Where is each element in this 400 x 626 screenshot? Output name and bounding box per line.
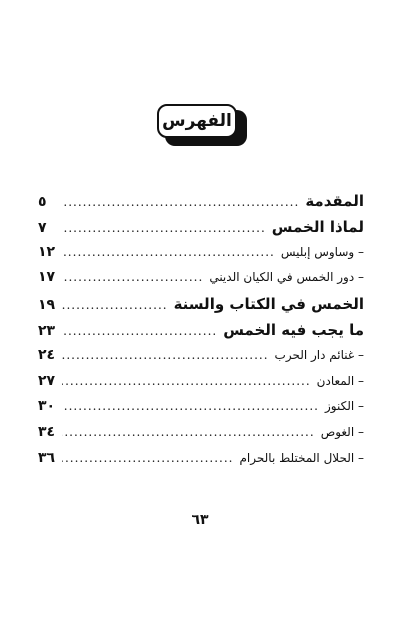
table-of-contents: [38, 192, 364, 476]
toc-entry-page: ٥: [38, 194, 47, 210]
toc-dot-leader: [62, 349, 269, 361]
toc-dot-leader: [62, 299, 168, 311]
toc-dot-leader: [62, 375, 311, 387]
toc-entry-page: ٣٠: [38, 398, 56, 415]
toc-subentry: [38, 269, 364, 295]
toc-entry-title: – المعادن: [316, 373, 364, 388]
toc-subentry: [38, 424, 364, 450]
toc-entry-title: – الكنوز: [324, 399, 364, 414]
toc-entry-title: – الحلال المختلط بالحرام: [239, 450, 364, 465]
toc-subentry: [38, 373, 364, 399]
toc-entry-page: ١٧: [38, 269, 56, 286]
toc-dot-leader: [62, 400, 319, 412]
toc-entry: [38, 192, 364, 218]
toc-entry: [38, 295, 364, 321]
toc-dot-leader: [62, 196, 299, 208]
toc-entry-title: الخمس في الكتاب والسنة: [173, 295, 364, 314]
toc-entry-title: – دور الخمس في الكيان الديني: [209, 270, 364, 285]
toc-subentry: [38, 347, 364, 373]
toc-entry-page: ٢٣: [38, 322, 56, 339]
toc-entry-page: ١٢: [38, 243, 56, 260]
toc-dot-leader: [62, 325, 217, 337]
toc-entry-page: ٣٦: [38, 449, 56, 466]
toc-entry-title: المقدمة: [305, 192, 364, 210]
toc-entry-page: ٢٤: [38, 346, 56, 363]
toc-heading: الفهرس: [157, 104, 237, 138]
toc-heading-frame: [157, 104, 247, 146]
toc-entry-title: – غنائم دار الحرب: [274, 347, 364, 362]
toc-entry-page: ١٩: [38, 297, 56, 314]
toc-dot-leader: [62, 246, 275, 258]
toc-subentry: [38, 244, 364, 270]
toc-dot-leader: [62, 222, 266, 234]
toc-entry-page: ٣٤: [38, 424, 56, 441]
toc-dot-leader: [62, 271, 203, 283]
toc-entry: [38, 321, 364, 347]
toc-entry-title: – وساوس إبليس: [280, 244, 364, 259]
toc-entry-page: ٧: [38, 219, 47, 236]
page-number: ٦٣: [191, 512, 209, 528]
toc-subentry: [38, 450, 364, 476]
toc-entry-title: لماذا الخمس: [271, 217, 364, 236]
toc-entry-page: ٢٧: [38, 372, 56, 389]
toc-dot-leader: [62, 452, 234, 464]
toc-subentry: [38, 398, 364, 424]
toc-dot-leader: [62, 426, 315, 438]
toc-entry-title: – الغوص: [320, 425, 364, 440]
toc-entry: [38, 218, 364, 244]
toc-entry-title: ما يجب فيه الخمس: [223, 320, 364, 339]
